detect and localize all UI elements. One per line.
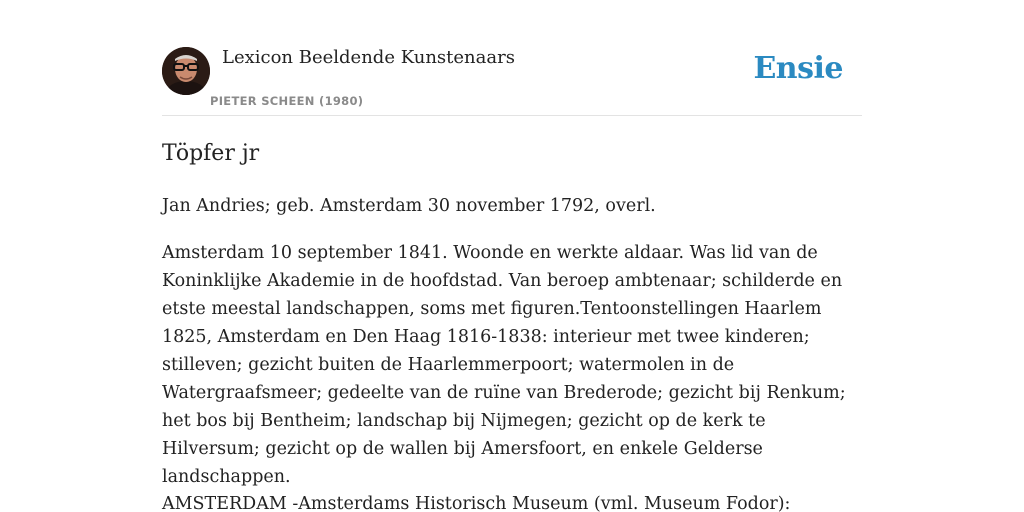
publication-title[interactable]: Lexicon Beeldende Kunstenaars bbox=[222, 47, 515, 68]
avatar[interactable] bbox=[162, 47, 210, 95]
article-title: Töpfer jr bbox=[162, 141, 260, 166]
article-paragraph: Amsterdam 10 september 1841. Woonde en werkte aldaar. Was lid van de Koninklijke Akademie in de hoofdstad. Van beroep ambtenaar; schilderde en etste meestal landschappen, soms met figuren.Tentoonstellingen Haarlem 1825, Amsterdam en Den Haag 1816-1838: interieur met twee kinderen; stilleven; gezicht buiten de Haarlemmerpoort; watermolen in de Watergraafsmeer; gedeelte van de ruïne van Brederode; gezicht bij Renkum; het bos bij Bentheim; landschap bij Nijmegen; gezicht op de kerk te Hilversum; gezicht op de wallen bij Amersfoort, en enkele Gelderse landschappen. bbox=[162, 243, 846, 487]
article-paragraph: Jan Andries; geb. Amsterdam 30 november 1792, overl. bbox=[162, 196, 656, 216]
author-name[interactable]: PIETER SCHEEN (1980) bbox=[210, 94, 364, 108]
author-photo-icon bbox=[162, 47, 210, 95]
article-paragraph: AMSTERDAM -Amsterdams Historisch Museum (vml. Museum Fodor): bbox=[162, 494, 791, 512]
header bbox=[162, 0, 862, 116]
content-container bbox=[162, 0, 862, 512]
ensie-logo[interactable]: Ensie bbox=[753, 51, 843, 86]
